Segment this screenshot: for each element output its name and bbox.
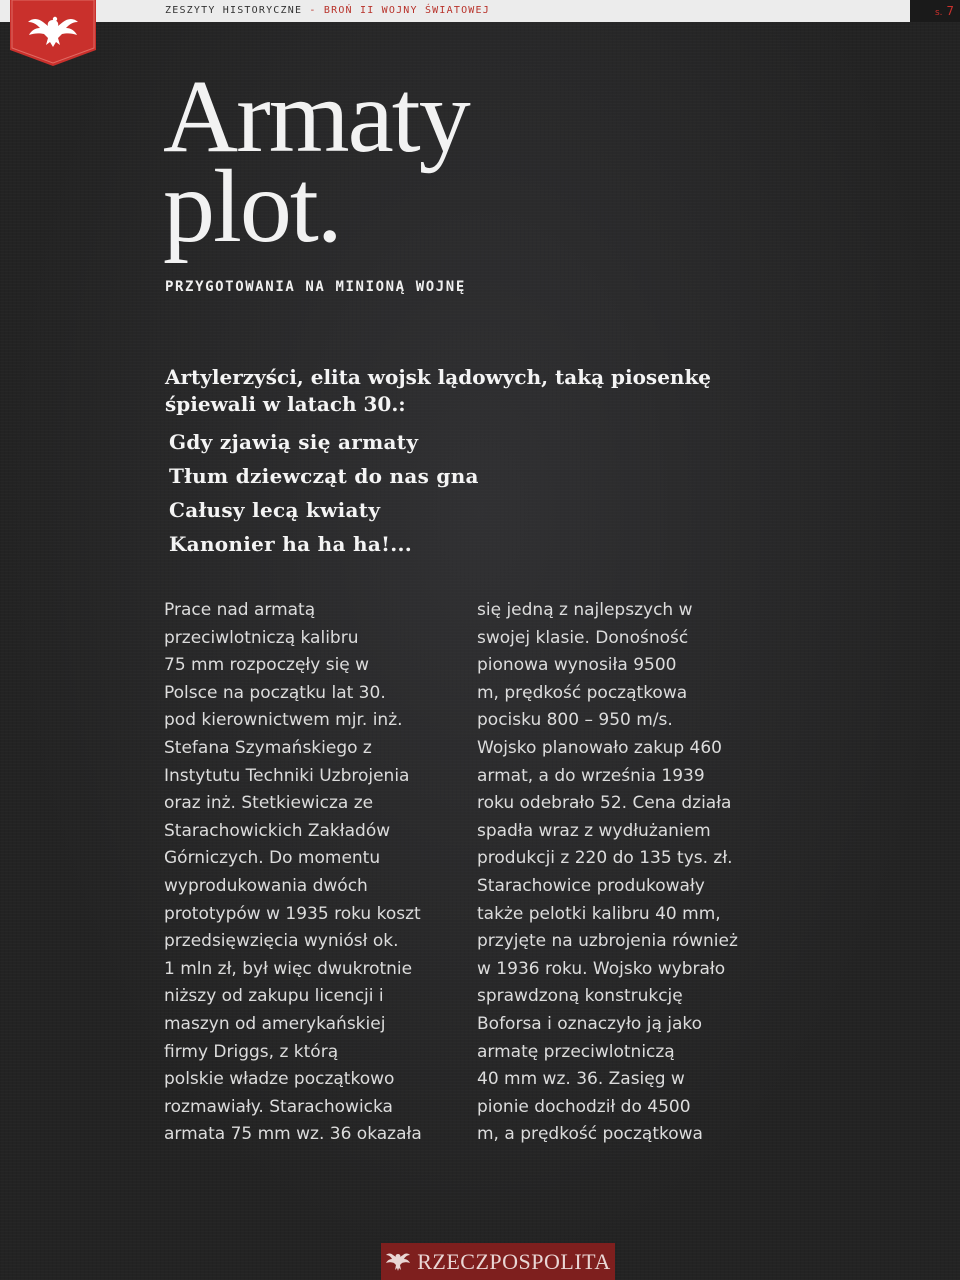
series-separator: - [302, 5, 324, 16]
text-line: przeciwlotniczą kalibru [164, 627, 359, 648]
text-line: 1 mln zł, był więc dwukrotnie [164, 958, 413, 979]
header-bar-tail [910, 0, 960, 22]
song-line: Gdy zjawią się armaty [169, 430, 419, 454]
text-line: Prace nad armatą [164, 600, 316, 620]
text-line: pionowa wynosiła 9500 [477, 655, 677, 676]
text-line: wyprodukowania dwóch [164, 875, 368, 896]
title-line-1: Armaty [163, 59, 469, 174]
text-line: swojej klasie. Donośność [477, 627, 689, 648]
text-line: Instytutu Techniki Uzbrojenia [164, 765, 410, 786]
body-column-right [477, 597, 777, 1149]
text-line: Starachowice produkowały [477, 875, 705, 896]
song-line: Tłum dziewcząt do nas gna [169, 464, 479, 488]
text-line: Starachowickich Zakładów [164, 820, 391, 841]
title-line-2: plot. [163, 149, 341, 264]
logo-text: RZECZPOSPOLITA [417, 1248, 611, 1274]
text-line: m, prędkość początkowa [477, 682, 688, 703]
text-line: Górniczych. Do momentu [164, 848, 381, 869]
text-line: oraz inż. Stetkiewicza ze [164, 793, 374, 814]
eagle-icon [385, 1251, 411, 1273]
text-line: sprawdzoną konstrukcję [477, 986, 683, 1007]
lead-paragraph: Artylerzyści, elita wojsk lądowych, taką piosenkę śpiewali w latach 30.: [165, 365, 712, 416]
text-line: armat, a do września 1939 [477, 765, 705, 786]
eagle-emblem-icon [8, 0, 98, 66]
text-line: maszyn od amerykańskiej [164, 1013, 386, 1034]
text-line: pocisku 800 – 950 m/s. [477, 710, 673, 731]
text-line: 40 mm wz. 36. Zasięg w [477, 1069, 685, 1090]
text-line: Boforsa i oznaczyło ją jako [477, 1013, 703, 1034]
text-line: także pelotki kalibru 40 mm, [477, 903, 721, 924]
text-line: firmy Driggs, z którą [164, 1041, 339, 1062]
song-line: Kanonier ha ha ha!... [169, 532, 412, 556]
text-line: pionie dochodził do 4500 [477, 1096, 691, 1117]
text-line: przyjęte na uzbrojenia również [477, 931, 738, 952]
text-line: armatę przeciwlotniczą [477, 1041, 675, 1062]
song-quote [169, 425, 479, 561]
text-line: niższy od zakupu licencji i [164, 986, 384, 1007]
text-line: pod kierownictwem mjr. inż. [164, 710, 403, 731]
text-line: Polsce na początku lat 30. [164, 682, 386, 703]
text-line: produkcji z 220 do 135 tys. zł. [477, 848, 733, 869]
header-bar [0, 0, 910, 22]
page-prefix: s. [934, 8, 943, 18]
body-column-left [164, 597, 464, 1149]
series-name: ZESZYTY HISTORYCZNE [165, 5, 303, 16]
page-number [935, 4, 954, 18]
text-line: armata 75 mm wz. 36 okazała [164, 1124, 422, 1145]
page-number-value: 7 [946, 4, 954, 18]
text-line: się jedną z najlepszych w [477, 600, 693, 620]
text-line: 75 mm rozpoczęły się w [164, 655, 370, 676]
text-line: spadła wraz z wydłużaniem [477, 820, 711, 841]
song-line: Całusy lecą kwiaty [169, 498, 381, 522]
text-line: w 1936 roku. Wojsko wybrało [477, 958, 726, 979]
text-line: rozmawiały. Starachowicka [164, 1096, 393, 1117]
rzeczpospolita-logo [381, 1243, 615, 1280]
page-subtitle: PRZYGOTOWANIA NA MINIONĄ WOJNĘ [165, 279, 466, 295]
text-line: m, a prędkość początkowa [477, 1124, 703, 1145]
text-line: Wojsko planowało zakup 460 [477, 737, 722, 758]
series-title [165, 5, 490, 16]
series-subtitle: BROŃ II WOJNY ŚWIATOWEJ [323, 5, 490, 16]
text-line: przedsięwzięcia wyniósł ok. [164, 931, 399, 952]
text-line: roku odebrało 52. Cena działa [477, 793, 732, 814]
text-line: Stefana Szymańskiego z [164, 737, 372, 758]
page-title [163, 59, 469, 264]
text-line: prototypów w 1935 roku koszt [164, 903, 421, 924]
text-line: polskie władze początkowo [164, 1069, 395, 1090]
